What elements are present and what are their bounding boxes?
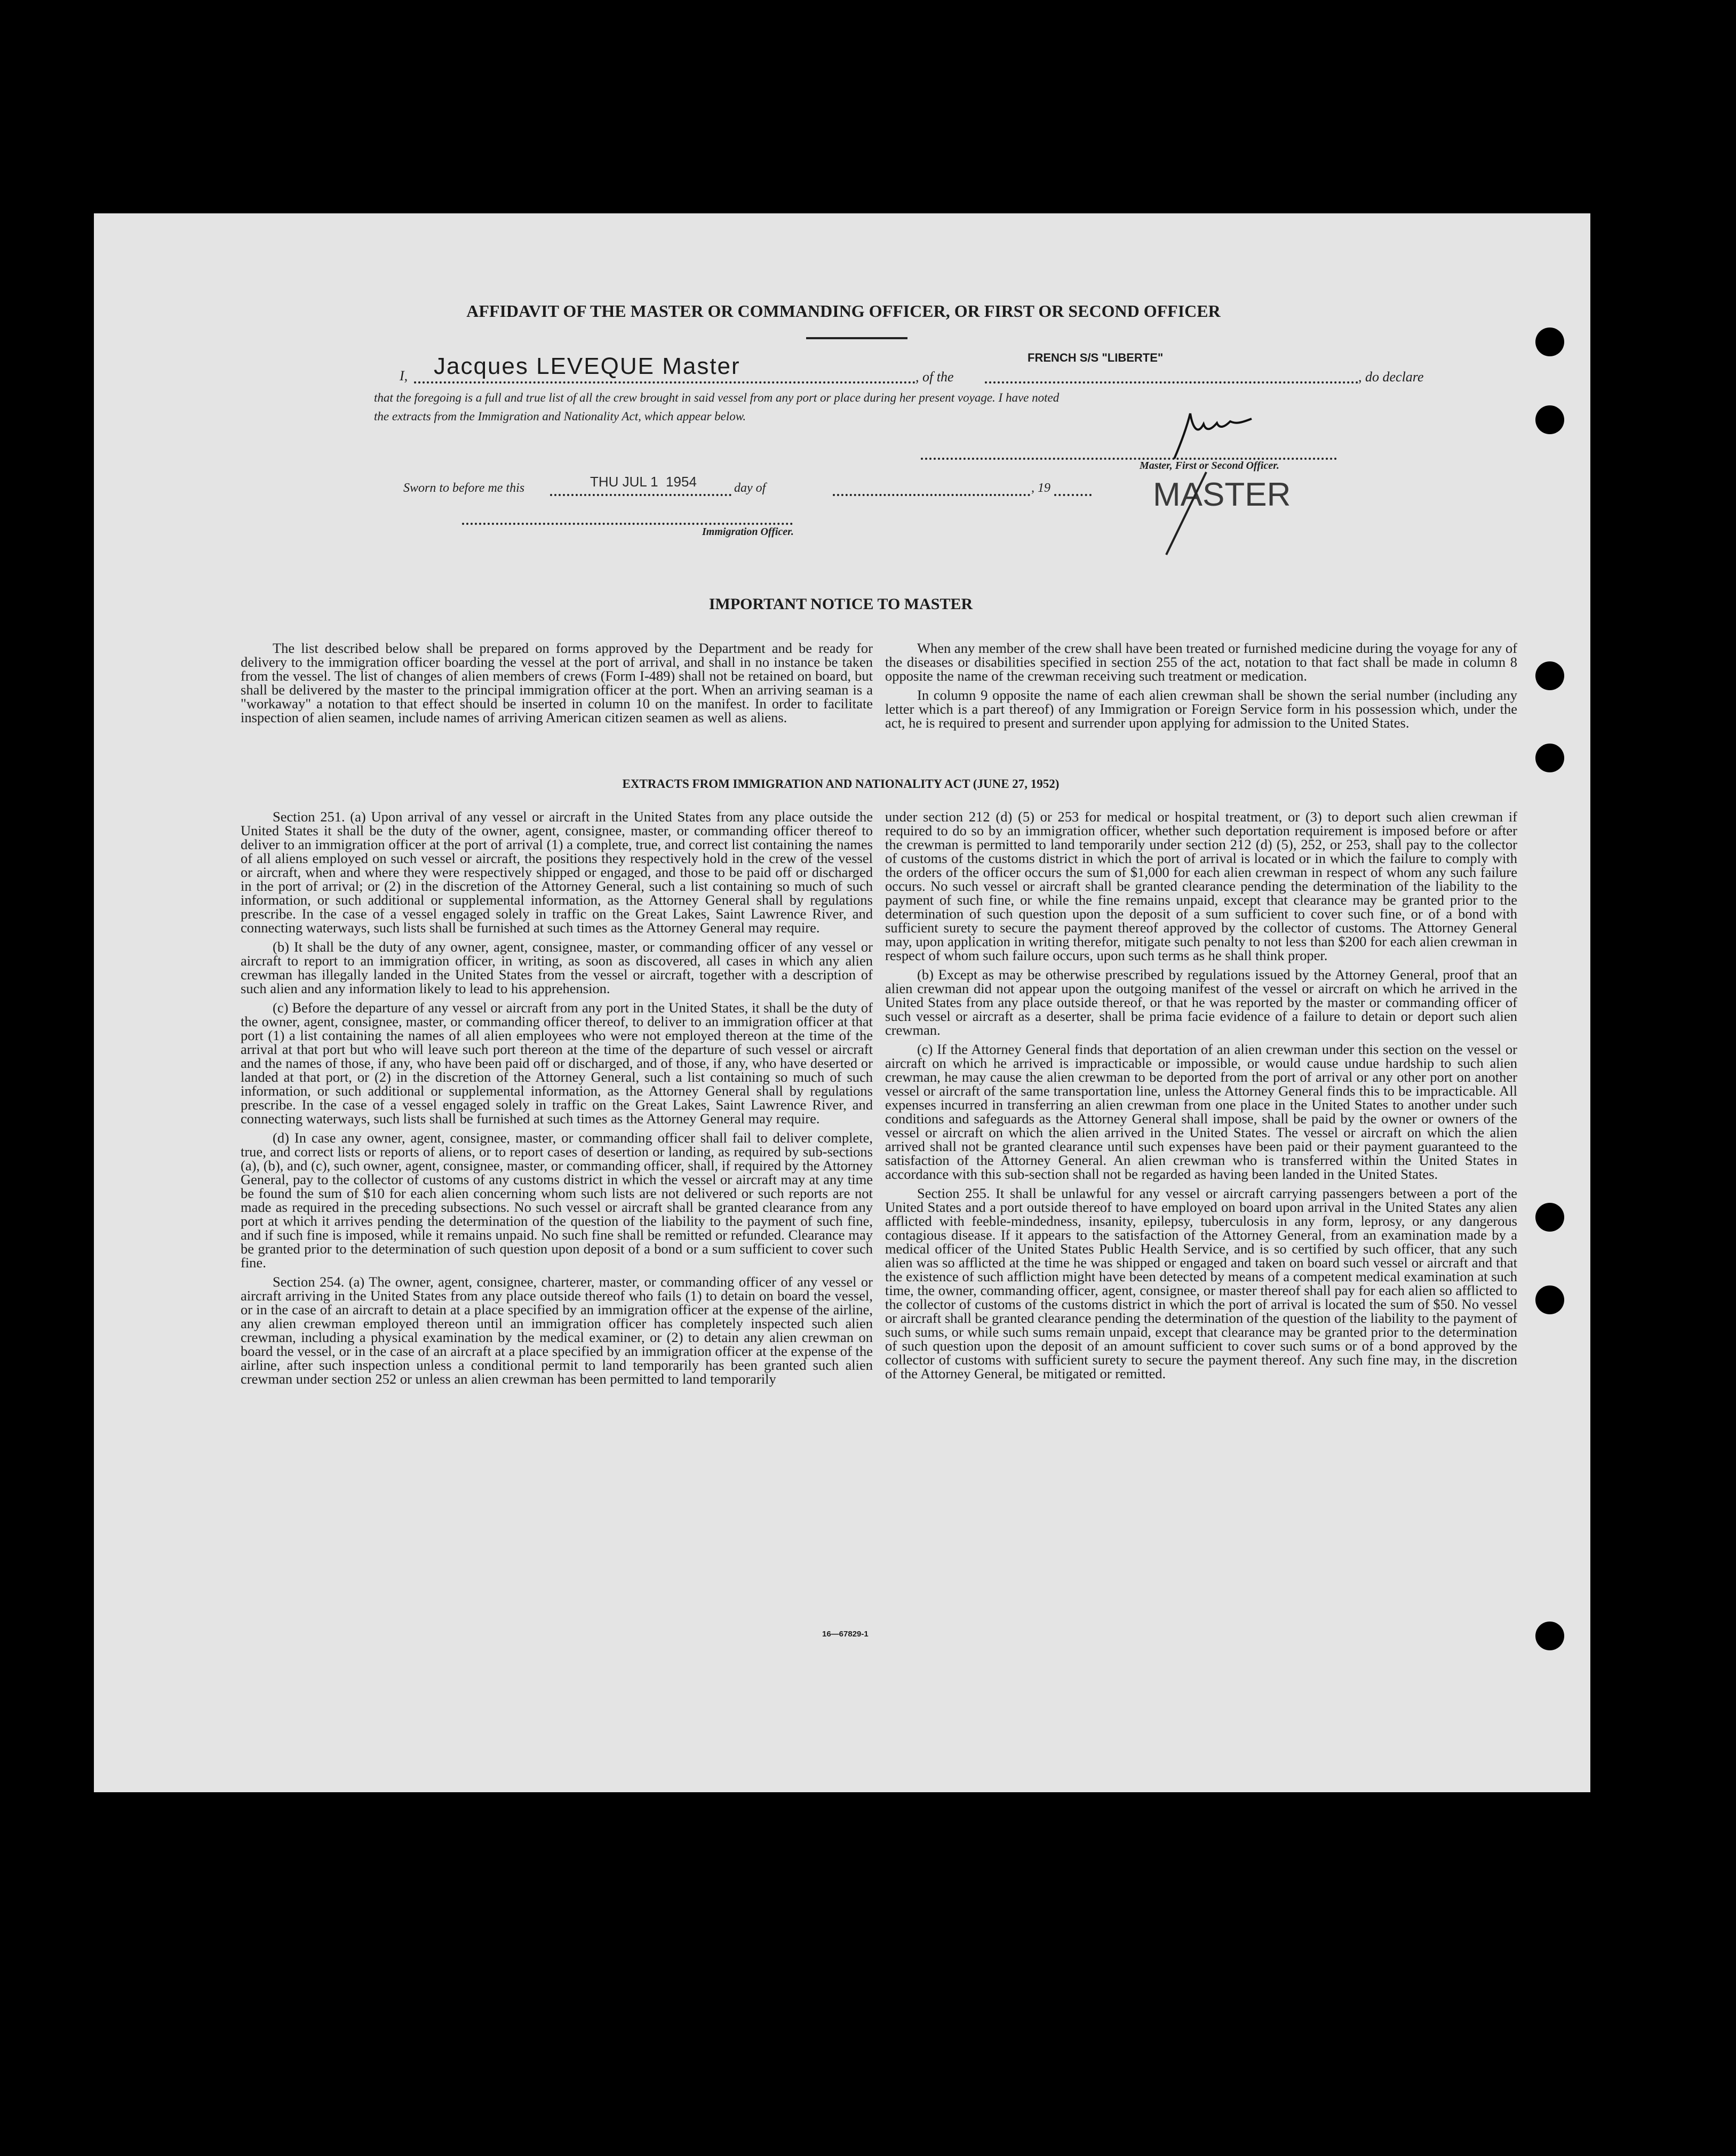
statement-line-1: that the foregoing is a full and true list of all the crew brought in said vessel from any port or place during her present voyage. I have noted (374, 391, 1060, 404)
binder-hole (1535, 744, 1564, 772)
section-254-a-cont: under section 212 (d) (5) or 253 for medical or hospital treatment, or (3) to deport such alien crewman if required to do so by an immigration officer, whether such deportation requirement is imposed before or after the crewman is permitted to land temporarily under section 212 (d) (5), 252, or 253, shall pay to the collector of customs of the customs district in which the port of arrival is located or in which the failure to comply with the orders of the officer occurs the sum of $1,000 for each alien crewman in respect of whom any such failure occurs. No such vessel or aircraft shall be granted clearance pending the determination of the liability to the payment of such fine, or while the fine remains unpaid, except that clearance may be granted prior to the determination of such question upon the deposit of a sum sufficient to cover such fine, or of a bond with sufficient surety to secure the payment thereof approved by the collector of customs. The Attorney General may, upon application in writing therefor, mitigate such penalty to not less than $200 for each alien crewman in respect of whom such failure occurs, upon such terms as he shall think proper. (885, 809, 1517, 963)
vessel-name-field: FRENCH S/S "LIBERTE" (1028, 351, 1164, 364)
i-label: I, (400, 368, 408, 384)
notice-right-column (885, 641, 1517, 730)
vessel-line (985, 381, 1358, 384)
section-251-d: (d) In case any owner, agent, consignee, master, or commanding officer shall fail to deliver complete, true, and correct lists or reports of aliens, or to report cases of desertion or landing, as required by sub-sections (a), (b), and (c), such owner, agent, consignee, master, or commanding officer, shall, if required by the Attorney General, pay to the collector of customs of any customs district in which the vessel or aircraft may at any time be found the sum of $10 for each alien concerning whom such lists are not delivered or such reports are not made as required in the preceding subsections. No such vessel or aircraft shall be granted clearance from any port at which it arrives pending the determination of the question of the liability to the payment of such fine, and if such fine is imposed, while it remains unpaid. No such fine shall be remitted or refunded. Clearance may be granted prior to the determination of such question upon deposit of a bond or a sum sufficient to cover such fine. (241, 1130, 873, 1271)
form-number: 16—67829-1 (822, 1630, 869, 1639)
binder-hole (1535, 1203, 1564, 1232)
master-name-field: Jacques LEVEQUE Master (434, 353, 740, 379)
title-rule (806, 337, 907, 339)
of-the-label: , of the (915, 369, 954, 385)
month-line (833, 494, 1030, 496)
document-page (94, 213, 1590, 1792)
year-label: , 19 (1031, 481, 1050, 495)
immigration-officer-caption: Immigration Officer. (702, 526, 794, 538)
officer-line (462, 523, 793, 525)
do-declare-label: , do declare (1358, 369, 1424, 385)
sworn-label: Sworn to before me this (403, 481, 525, 495)
section-251-c: (c) Before the departure of any vessel or aircraft from any port in the United States, it shall be the duty of the owner, agent, consignee, master, or commanding officer thereof, to deliver to an immigration officer at that port (1) a list containing the names of all alien employees who were not employed thereon at the time of the arrival at that port but who will leave such port thereon at the time of the departure of such vessel or aircraft and the names of those, if any, who have been paid off or discharged, and of those, if any, who have deserted or landed at that port, or (2) in the discretion of the Attorney General, such a list containing so much of such information, or such additional or supplemental information, as the Attorney General shall by regulations prescribe. In the case of a vessel engaged solely in traffic on the Great Lakes, Saint Lawrence River, and connecting waterways, such lists shall be furnished at such times as the Attorney General may require. (241, 1000, 873, 1127)
section-251-b: (b) It shall be the duty of any owner, agent, consignee, master, or commanding officer of any vessel or aircraft to report to an immigration officer, in writing, as soon as discovered, all cases in which any alien crewman has illegally landed in the United States from the vessel or aircraft, together with a description of such alien and any information likely to lead to his apprehension. (241, 939, 873, 996)
section-255: Section 255. It shall be unlawful for any vessel or aircraft carrying passengers between a port of the United States and a port outside thereof to have employed on board upon arrival in the United States any alien afflicted with feeble-mindedness, insanity, epilepsy, tuberculosis in any form, leprosy, or any dangerous contagious disease. If it appears to the satisfaction of the Attorney General, from an examination made by a medical officer of the United States Public Health Service, and is so certified by such officer, that any such alien was so afflicted at the time he was shipped or engaged and taken on board such vessel or aircraft and that the existence of such affliction might have been detected by means of a competent medical examination at such time, the owner, commanding officer, agent, consignee, or master thereof shall pay for each alien so afflicted to the collector of customs of the customs district in which the port of arrival is located the sum of $50. No vessel or aircraft shall be granted clearance pending the determination of the question of the liability to the payment of such sums, or while such sums remain unpaid, except that clearance may be granted prior to the determination of such question upon the deposit of an amount sufficient to cover such sums or of a bond approved by the collector of customs with sufficient surety to secure the payment thereof. Any such fine may, in the discretion of the Attorney General, be mitigated or remitted. (885, 1185, 1517, 1382)
notice-right-paragraph-1: When any member of the crew shall have been treated or furnished medicine during the voyage for any of the diseases or disabilities specified in section 255 of the act, notation to that fact shall be made in column 8 opposite the name of the crewman receiving such treatment or medication. (885, 640, 1517, 684)
section-254-b: (b) Except as may be otherwise prescribed by regulations issued by the Attorney General, proof that an alien crewman did not appear upon the outgoing manifest of the vessel or aircraft on which he arrived in the United States from any place outside thereof, or that he was reported by the master or commanding officer of such vessel or aircraft as a deserter, shall be prima facie evidence of a failure to detain or deport such alien crewman. (885, 967, 1517, 1038)
name-line (414, 381, 915, 384)
binder-hole (1535, 661, 1564, 690)
binder-hole (1535, 405, 1564, 434)
notice-left-paragraph: The list described below shall be prepared on forms approved by the Department and be ready for delivery to the immigration officer boarding the vessel at the port of arrival, and shall in no instance be taken from the vessel. The list of changes of alien members of crews (Form I-489) shall not be retained on board, but shall be delivered by the master to the principal immigration officer at the port. When an arriving seaman is a "workaway" a notation to that effect should be inserted in column 10 on the manifest. In order to facilitate inspection of alien seamen, include names of arriving American citizen seamen as well as aliens. (241, 640, 873, 725)
notice-left-column (241, 641, 873, 724)
master-stamp: MASTER (1153, 476, 1291, 513)
day-of-label: day of (734, 481, 766, 495)
sworn-date-field: THU JUL 1 1954 (590, 474, 697, 490)
extracts-title: EXTRACTS FROM IMMIGRATION AND NATIONALITY ACT (JUNE 27, 1952) (622, 777, 1060, 790)
affidavit-title: AFFIDAVIT OF THE MASTER OR COMMANDING OFFICER, OR FIRST OR SECOND OFFICER (466, 301, 1221, 321)
master-signature (1166, 403, 1257, 467)
section-254-c: (c) If the Attorney General finds that deportation of an alien crewman under this section on the vessel or aircraft on which he arrived is impracticable or impossible, or would cause undue hardship to such alien crewman, he may cause the alien crewman to be deported from the port of arrival or any other port on another vessel or aircraft of the same transportation line, unless the Attorney General finds this to be impracticable. All expenses incurred in transferring an alien crewman from one place in the United States to another under such conditions and safeguards as the Attorney General shall impose, shall be paid by the owner or owners of the vessel or aircraft on which the alien arrived in the United States. The vessel or aircraft on which the alien arrived shall not be granted clearance until such expenses have been paid or their payment guaranteed to the satisfaction of the Attorney General. An alien crewman who is transferred within the United States in accordance with this sub-section shall not be regarded as having been landed in the United States. (885, 1041, 1517, 1182)
binder-hole (1535, 1622, 1564, 1650)
notice-title: IMPORTANT NOTICE TO MASTER (708, 595, 973, 613)
extracts-left-column (241, 810, 873, 1386)
binder-hole (1535, 1285, 1564, 1314)
year-line (1054, 494, 1092, 496)
sworn-date-line (550, 494, 731, 496)
notice-right-paragraph-2: In column 9 opposite the name of each alien crewman shall be shown the serial number (including any letter which is a part thereof) of any Immigration or Foreign Service form in his possession which, under the act, he is required to present and surrender upon applying for admission to the United States. (885, 687, 1517, 731)
section-254-a: Section 254. (a) The owner, agent, consignee, charterer, master, or commanding officer of any vessel or aircraft arriving in the United States from any place outside thereof who fails (1) to detain on board the vessel, or in the case of an aircraft to detain at a place specified by an immigration officer at the expense of the airline, any alien crewman employed thereon until an immigration officer has completely inspected such alien crewman, including a physical examination by the medical examiner, or (2) to detain any alien crewman on board the vessel, or in the case of an aircraft at a place specified by an immigration officer at the expense of the airline, after such inspection unless a conditional permit to land temporarily has been granted such alien crewman under section 252 or unless an alien crewman has been permitted to land temporarily (241, 1274, 873, 1387)
stamp-slash (1156, 469, 1214, 560)
binder-hole (1535, 328, 1564, 356)
extracts-right-column (885, 810, 1517, 1380)
statement-line-2: the extracts from the Immigration and Nationality Act, which appear below. (374, 410, 746, 423)
section-251-a: Section 251. (a) Upon arrival of any vessel or aircraft in the United States from any place outside the United States it shall be the duty of the owner, agent, consignee, master, or commanding officer thereof to deliver to an immigration officer at the port of arrival (1) a complete, true, and correct list containing the names of all aliens employed on such vessel or aircraft, the positions they respectively hold in the crew of the vessel or aircraft, when and where they were respectively shipped or engaged, and those to be paid off or discharged in the port of arrival; or (2) in the discretion of the Attorney General, such a list containing so much of such information, or such additional or supplemental information, as the Attorney General shall by regulations prescribe. In the case of a vessel engaged solely in traffic on the Great Lakes, Saint Lawrence River, and connecting waterways, such lists shall be furnished at such times as the Attorney General may require. (241, 809, 873, 936)
master-caption: Master, First or Second Officer. (1140, 460, 1279, 472)
